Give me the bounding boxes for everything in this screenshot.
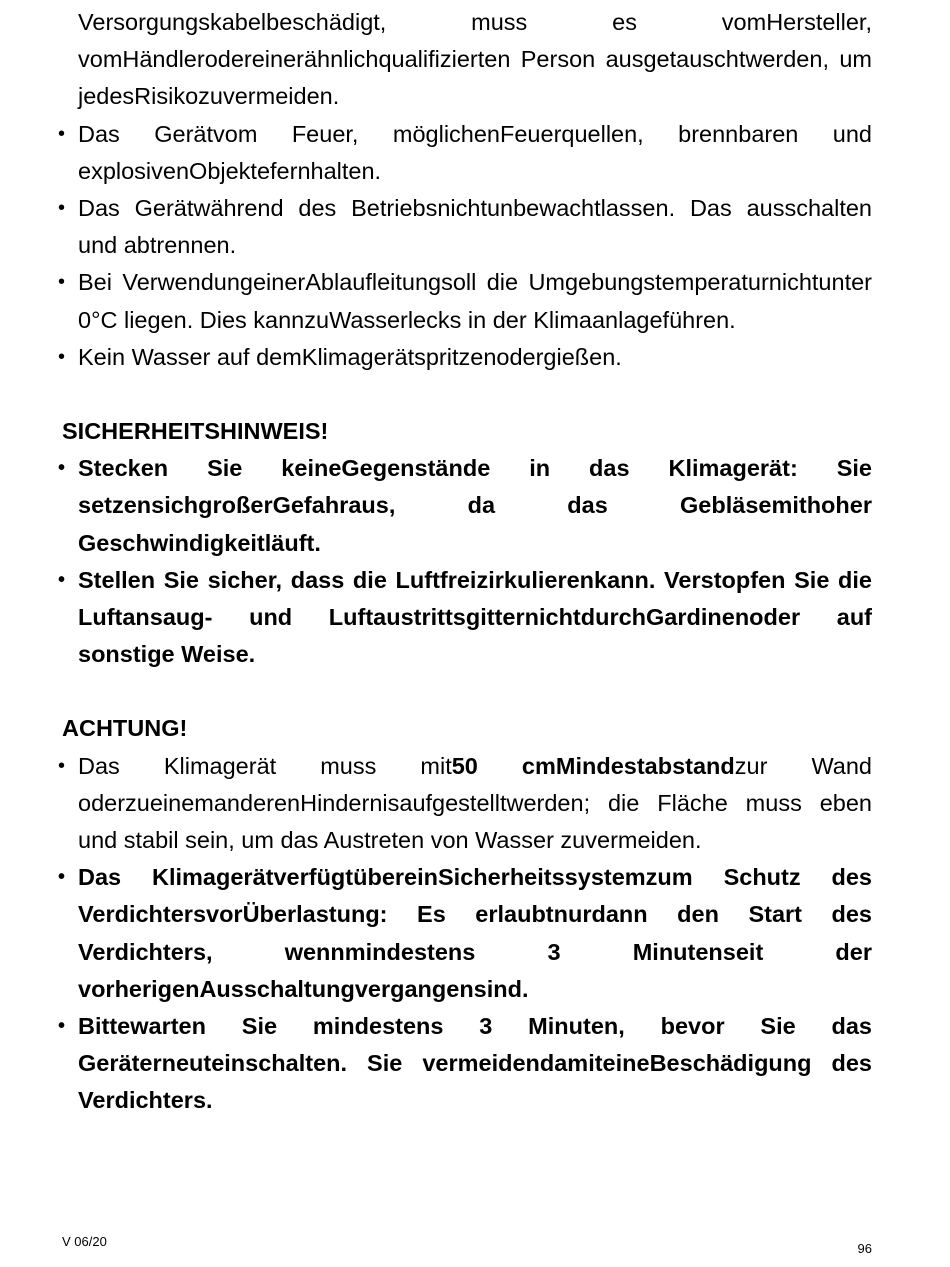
bullet-icon: • [58,754,66,777]
list-item [58,859,872,1008]
bullet-icon: • [58,457,66,480]
safety-heading: SICHERHEITSHINWEIS! [62,418,329,445]
list-item-text-emphasis: 50 cmMindestabstand [451,752,735,779]
list-item-text: Bei VerwendungeinerAblaufleitungsoll die Umgebungstemperaturnichtunter 0°C liegen. Dies kannzuWasserlecks in der Klimaanlageführen. [78,269,872,333]
page-number: 96 [857,1241,872,1256]
spacer [62,376,872,413]
bullet-icon: • [58,271,66,294]
bullet-list-top [58,116,872,376]
list-item [58,339,872,376]
list-item-text: Bittewarten Sie mindestens 3 Minuten, bevor Sie das Geräterneuteinschalten. Sie vermeidendamiteineBeschädigung des Verdichters. [78,1013,872,1114]
list-item [58,450,872,562]
safety-list [58,450,872,673]
list-item [58,748,872,860]
bullet-icon: • [58,1015,66,1038]
list-item-text: Stellen Sie sicher, dass die Luftfreizirkulierenkann. Verstopfen Sie die Luftansaug- und LuftaustrittsgitternichtdurchGardinenoder auf sonstige Weise. [78,566,872,668]
bullet-icon: • [58,122,66,145]
bullet-icon: • [58,866,66,889]
intro-paragraph: Versorgungskabelbeschädigt, muss es vomHersteller, vomHändlerodereinerähnlichqualifizierten Person ausgetauschtwerden, um jedesRisikozuvermeiden. [78,9,872,110]
document-body [58,4,872,1120]
list-item-text: Das Gerätwährend des Betriebsnichtunbewachtlassen. Das ausschalten und abtrennen. [78,195,872,259]
list-item-text: Kein Wasser auf demKlimagerätspritzenodergießen. [78,343,622,370]
list-item [58,562,872,674]
list-item-text: Das KlimagerätverfügtübereinSicherheitssystemzum Schutz des VerdichtersvorÜberlastung: Es erlaubtnurdann den Start des Verdichters, wennmindestens 3 Minutenseit der vorherigenAusschaltungvergangensind. [78,864,872,1002]
bullet-icon: • [58,197,66,220]
list-item-text: Das Gerätvom Feuer, möglichenFeuerquellen, brennbaren und explosivenObjektefernhalten. [78,120,872,184]
list-item-text-post: zur Wand oderzueinemanderenHindernisaufgestelltwerden; die Fläche muss eben und stabil sein, um das Austreten von Wasser zuvermeiden. [78,752,872,854]
bullet-icon: • [58,345,66,368]
list-item-text-pre: Das Klimagerät muss mit [78,752,452,779]
version-label: V 06/20 [62,1234,107,1249]
list-item-text: Stecken Sie keineGegenstände in das Klimagerät: Sie setzensichgroßerGefahraus, da das Gebläsemithoher Geschwindigkeitläuft. [78,455,872,556]
spacer [62,673,872,710]
bullet-icon: • [58,568,66,591]
attention-list [58,748,872,1120]
list-item [58,190,872,264]
list-item [58,264,872,338]
list-item [58,1008,872,1120]
list-item [58,116,872,190]
attention-heading: ACHTUNG! [62,715,188,742]
